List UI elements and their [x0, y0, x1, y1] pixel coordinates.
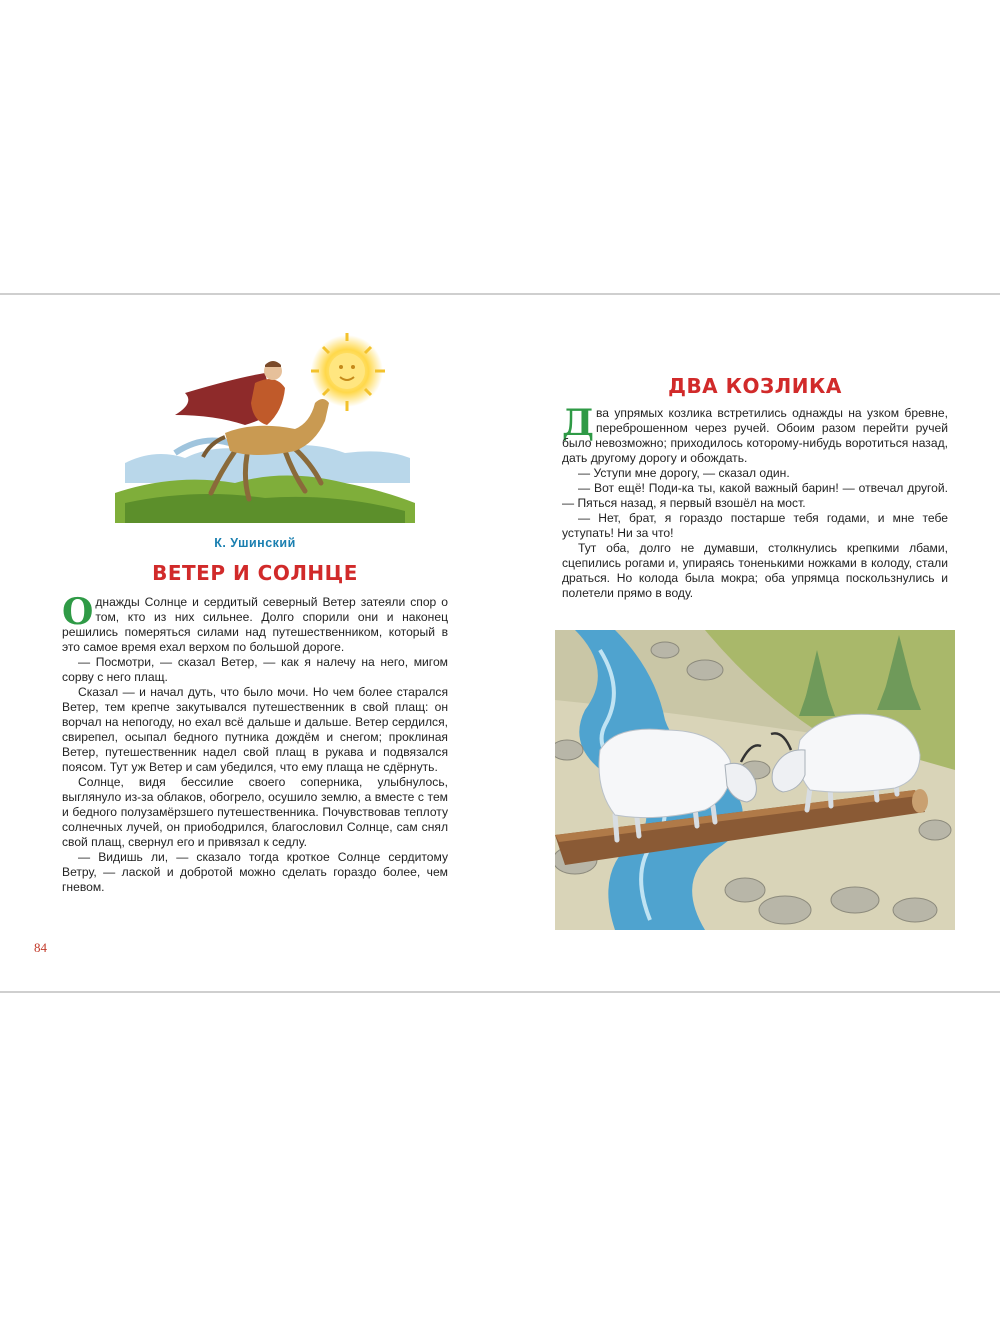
story-title-left: ВЕТЕР И СОЛНЦЕ: [152, 561, 358, 585]
paragraph: — Нет, брат, я гораздо постарше тебя годами, и мне тебе уступать! Ни за что!: [562, 511, 948, 540]
story-title-right: ДВА КОЗЛИКА: [668, 374, 842, 398]
drop-cap: О: [62, 591, 94, 633]
paragraph: — Уступи мне дорогу, — сказал один.: [578, 466, 790, 480]
paragraph: — Вот ещё! Поди-ка ты, какой важный барин! — отвечал другой. — Пяться назад, я первый взошёл на мост.: [562, 481, 948, 510]
story-text-left: [62, 591, 448, 895]
paragraph: Солнце, видя бессилие своего соперника, улыбнулось, выглянуло из-за облаков, обогрело, осушило землю, а вместе с тем и бедного полузамёрзшего путешественника. Почувствовав теплоту солнечных лучей, он приободрился, благословил Солнце, сам снял свой плащ, свернул его и привязал к седлу.: [62, 775, 448, 849]
rider-on-horse-icon: [115, 333, 415, 523]
drop-cap: Д: [562, 402, 595, 444]
paragraph: Сказал — и начал дуть, что было мочи. Но чем более старался Ветер, тем крепче закутывался путешественник в свой плащ: он ворчал на непогоду, но ехал всё дальше и дальше. Ветер сердился, свирепел, осыпал бедного путника дождём и снегом; проклиная Ветер, путешественник надел свой плащ в рукава и подвязался поясом. Тут уж Ветер и сам убедился, что ему плаща не сдёрнуть.: [62, 685, 448, 774]
page-number: 84: [34, 940, 47, 955]
story-text-right: [562, 402, 948, 601]
rider-illustration: [115, 333, 415, 523]
paragraph: Два упрямых козлика встретились однажды на узком бревне, переброшенном через ручей. Обоим разом перейти ручей было невозможно; приходилось которому-нибудь воротиться назад, дать другому дорогу и обождать.: [562, 402, 948, 465]
scan-top-edge: [0, 293, 1000, 295]
paragraph: Тут оба, долго не думавши, столкнулись крепкими лбами, сцепились рогами и, упираясь тоненькими ножками в колоду, стали драться. Но колода была мокра; оба упрямца поскользнулись и полетели прямо в воду.: [562, 541, 948, 600]
goats-illustration: [555, 630, 955, 930]
paragraph: Однажды Солнце и сердитый северный Ветер затеяли спор о том, кто из них сильнее. Долго спорили они и наконец решились померяться силами над путешественником, который в это самое время ехал верхом по большой дороге.: [62, 591, 448, 654]
two-goats-on-log-icon: [555, 630, 955, 930]
author-name: К. Ушинский: [214, 536, 296, 550]
paragraph: — Видишь ли, — сказало тогда кроткое Солнце сердитому Ветру, — лаской и добротой можно сделать гораздо более, чем гневом.: [62, 850, 448, 894]
paragraph: — Посмотри, — сказал Ветер, — как я налечу на него, мигом сорву с него плащ.: [62, 655, 448, 684]
scan-bottom-edge: [0, 991, 1000, 993]
